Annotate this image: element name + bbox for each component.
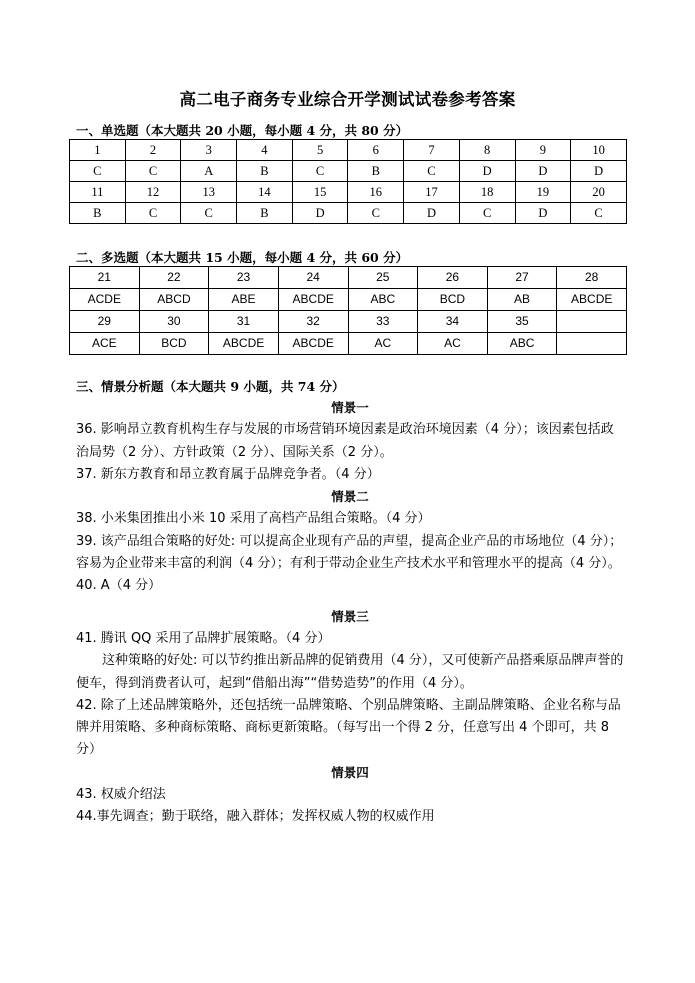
table-cell: C bbox=[125, 203, 181, 224]
table-cell: BCD bbox=[139, 333, 209, 355]
table-cell: BCD bbox=[418, 289, 488, 311]
table-cell: 35 bbox=[487, 311, 557, 333]
table-cell: 30 bbox=[139, 311, 209, 333]
table-cell: 13 bbox=[181, 182, 237, 203]
page-title: 高二电子商务专业综合开学测试试卷参考答案 bbox=[179, 90, 516, 109]
table-cell: B bbox=[348, 161, 404, 182]
table-cell: ACE bbox=[70, 333, 140, 355]
table-cell: C bbox=[70, 161, 126, 182]
table-cell: 14 bbox=[237, 182, 293, 203]
table-cell: 8 bbox=[459, 140, 515, 161]
section1-heading: 一、单选题（本大题共 20 小题，每小题 4 分，共 80 分） bbox=[76, 123, 409, 138]
table-cell: ABC bbox=[348, 289, 418, 311]
table-row bbox=[70, 289, 627, 311]
table-cell: 18 bbox=[459, 182, 515, 203]
table-cell: C bbox=[404, 161, 460, 182]
table-cell: ABE bbox=[209, 289, 279, 311]
answer-44: 44.事先调查；勤于联络，融入群体；发挥权威人物的权威作用 bbox=[76, 809, 435, 825]
table-cell: 15 bbox=[292, 182, 348, 203]
table-cell: 2 bbox=[125, 140, 181, 161]
scene-2-heading: 情景二 bbox=[331, 489, 369, 505]
table-cell: D bbox=[459, 161, 515, 182]
table-cell: 1 bbox=[70, 140, 126, 161]
answer-39: 39. 该产品组合策略的好处: 可以提高企业现有产品的声望，提高企业产品的市场地位（4 分）；容易为企业带来丰富的利润（4 分）；有利于带动企业生产技术水平和管理水平的提高（4 分）。 bbox=[76, 533, 623, 572]
table-cell: D bbox=[515, 161, 571, 182]
table-cell: C bbox=[181, 203, 237, 224]
multiple-choice-table bbox=[69, 266, 627, 355]
answer-41: 41. 腾讯 QQ 采用了品牌扩展策略。（4 分） bbox=[76, 630, 331, 646]
answer-42: 42. 除了上述品牌策略外，还包括统一品牌策略、个别品牌策略、主副品牌策略、企业名称与品牌并用策略、多种商标策略、商标更新策略。（每写出一个得 2 分，任意写出 4 个即可，共 8 分） bbox=[76, 697, 621, 758]
table-cell: ABCD bbox=[139, 289, 209, 311]
table-cell: B bbox=[70, 203, 126, 224]
scene-3-heading: 情景三 bbox=[331, 608, 369, 624]
table-cell: 22 bbox=[139, 267, 209, 289]
table-cell: 31 bbox=[209, 311, 279, 333]
table-cell: AB bbox=[487, 289, 557, 311]
table-cell: 7 bbox=[404, 140, 460, 161]
table-cell: 21 bbox=[70, 267, 140, 289]
table-cell bbox=[557, 333, 627, 355]
table-row bbox=[70, 161, 627, 182]
table-row bbox=[70, 311, 627, 333]
scene-4-heading: 情景四 bbox=[331, 764, 369, 780]
table-cell: ABCDE bbox=[209, 333, 279, 355]
table-cell: ABCDE bbox=[278, 289, 348, 311]
table-cell: C bbox=[348, 203, 404, 224]
answer-40: 40. A（4 分） bbox=[76, 578, 162, 594]
table-cell: D bbox=[515, 203, 571, 224]
answer-43: 43. 权威介绍法 bbox=[76, 787, 166, 803]
table-cell: C bbox=[571, 203, 627, 224]
table-cell: AC bbox=[348, 333, 418, 355]
table-cell: B bbox=[237, 161, 293, 182]
table-cell: 19 bbox=[515, 182, 571, 203]
table-cell: 27 bbox=[487, 267, 557, 289]
table-cell: 20 bbox=[571, 182, 627, 203]
table-cell: 10 bbox=[571, 140, 627, 161]
table-cell: 16 bbox=[348, 182, 404, 203]
table-cell: D bbox=[571, 161, 627, 182]
table-cell: 25 bbox=[348, 267, 418, 289]
table-cell: D bbox=[404, 203, 460, 224]
table-cell: 6 bbox=[348, 140, 404, 161]
table-cell: 23 bbox=[209, 267, 279, 289]
table-cell: 5 bbox=[292, 140, 348, 161]
scene-1-heading: 情景一 bbox=[331, 400, 369, 415]
table-cell: 26 bbox=[418, 267, 488, 289]
table-cell: 33 bbox=[348, 311, 418, 333]
table-cell: D bbox=[292, 203, 348, 224]
table-cell: C bbox=[459, 203, 515, 224]
scenario-answers bbox=[76, 397, 624, 829]
section3-heading: 三、情景分析题（本大题共 9 小题，共 74 分） bbox=[76, 379, 345, 394]
table-cell: 32 bbox=[278, 311, 348, 333]
table-cell: 34 bbox=[418, 311, 488, 333]
table-cell: 24 bbox=[278, 267, 348, 289]
table-row bbox=[70, 203, 627, 224]
table-cell: C bbox=[292, 161, 348, 182]
table-cell: 4 bbox=[237, 140, 293, 161]
table-cell: 29 bbox=[70, 311, 140, 333]
table-row bbox=[70, 333, 627, 355]
table-cell: AC bbox=[418, 333, 488, 355]
table-cell: ACDE bbox=[70, 289, 140, 311]
table-row bbox=[70, 267, 627, 289]
answer-41-detail: 这种策略的好处: 可以节约推出新品牌的促销费用（4 分），又可使新产品搭乘原品牌声誉的便车，得到消费者认可，起到“借船出海”“借势造势”的作用（4 分）。 bbox=[76, 653, 624, 691]
answer-36: 36. 影响昂立教育机构生存与发展的市场营销环境因素是政治环境因素（4 分）；该因素包括政治局势（2 分）、方针政策（2 分）、国际关系（2 分）。 bbox=[76, 422, 614, 460]
answer-38: 38. 小米集团推出小米 10 采用了高档产品组合策略。（4 分） bbox=[76, 511, 431, 527]
table-cell: ABCDE bbox=[278, 333, 348, 355]
section2-heading: 二、多选题（本大题共 15 小题，每小题 4 分，共 60 分） bbox=[76, 250, 409, 265]
single-choice-table bbox=[69, 139, 627, 224]
table-cell: C bbox=[125, 161, 181, 182]
table-row bbox=[70, 140, 627, 161]
table-cell: 28 bbox=[557, 267, 627, 289]
table-cell: 11 bbox=[70, 182, 126, 203]
table-row bbox=[70, 182, 627, 203]
table-cell: ABCDE bbox=[557, 289, 627, 311]
answer-37: 37. 新东方教育和昂立教育属于品牌竞争者。（4 分） bbox=[76, 466, 380, 482]
table-cell: ABC bbox=[487, 333, 557, 355]
table-cell: 3 bbox=[181, 140, 237, 161]
table-cell: 17 bbox=[404, 182, 460, 203]
table-cell: B bbox=[237, 203, 293, 224]
table-cell: 9 bbox=[515, 140, 571, 161]
table-cell: 12 bbox=[125, 182, 181, 203]
table-cell: A bbox=[181, 161, 237, 182]
table-cell bbox=[557, 311, 627, 333]
